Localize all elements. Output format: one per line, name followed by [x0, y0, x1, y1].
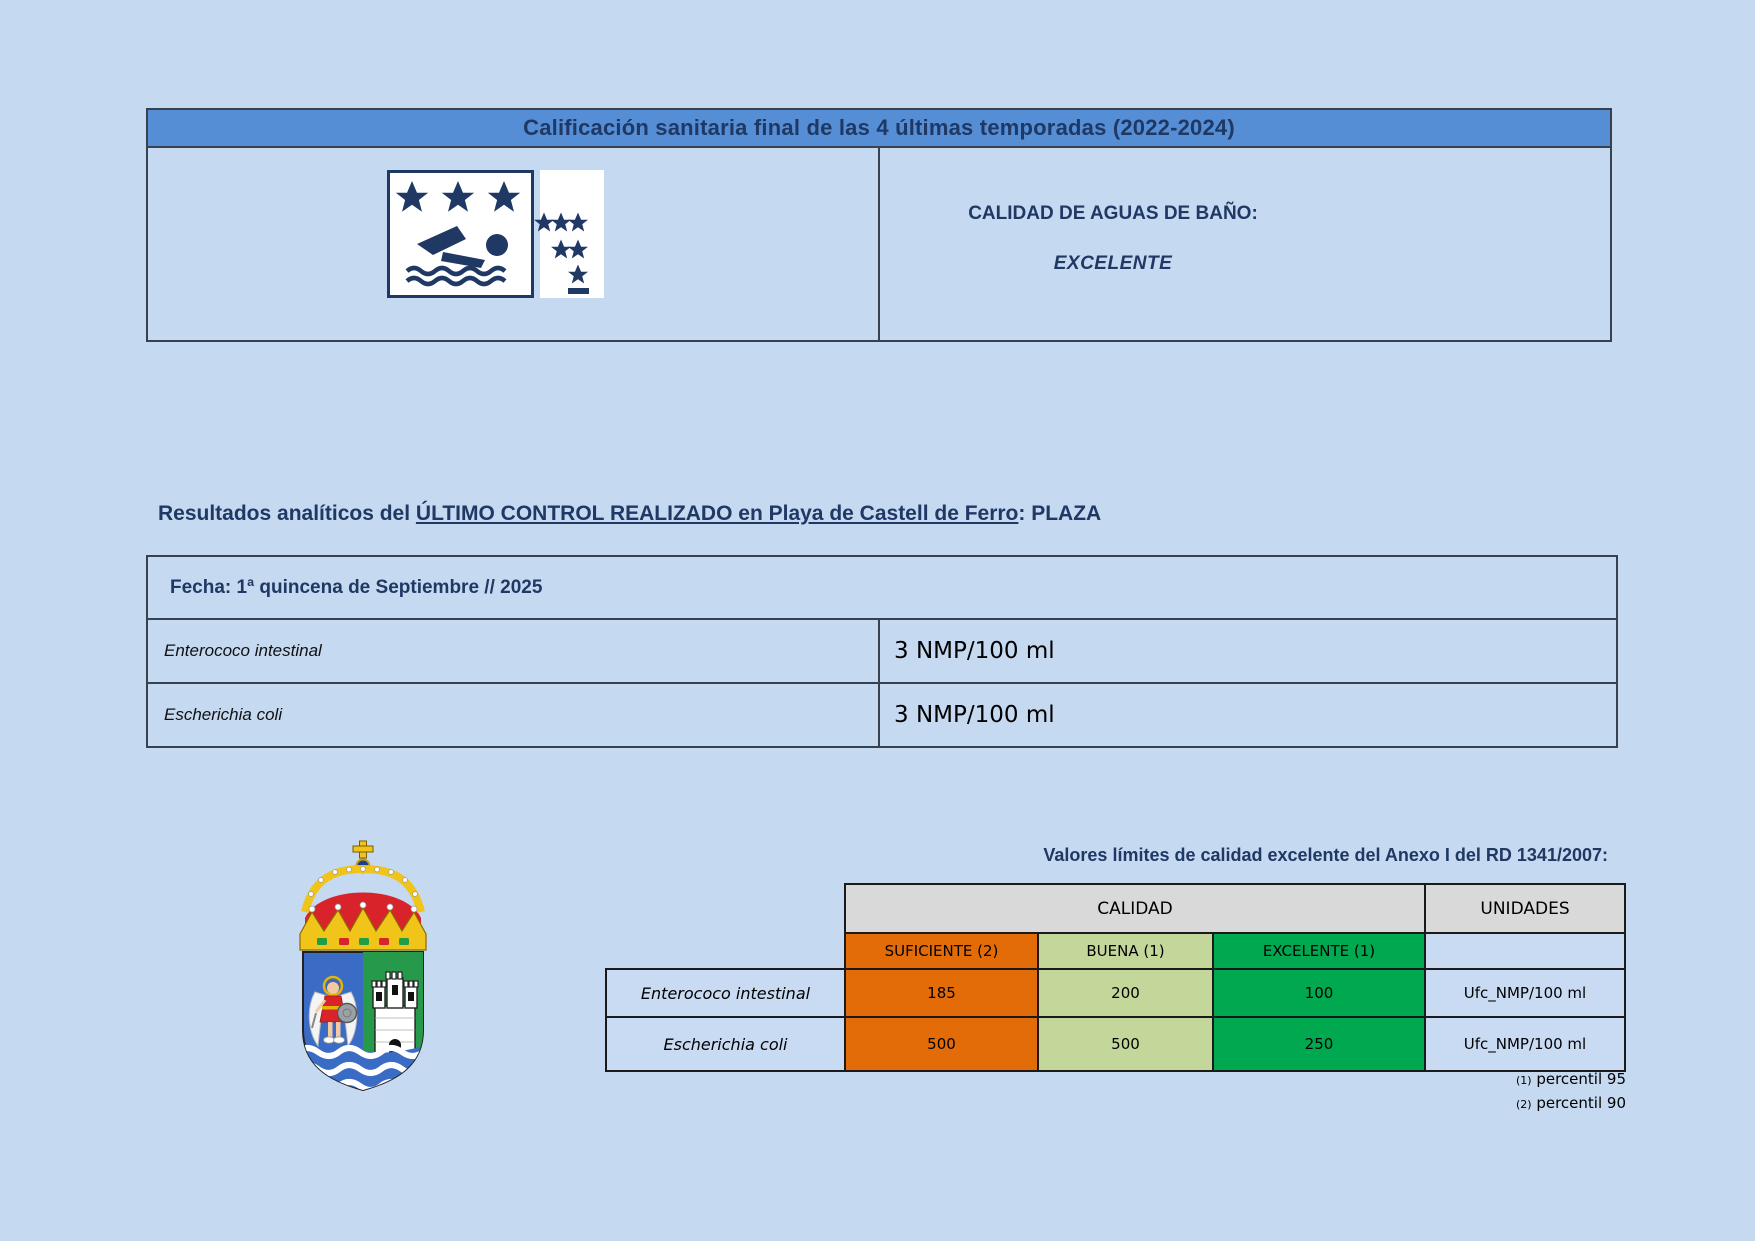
blank-cell: [606, 933, 845, 969]
limit-value: 250: [1213, 1017, 1425, 1071]
limit-value: 500: [1038, 1017, 1213, 1071]
control-date-row: Fecha: 1ª quincena de Septiembre // 2025: [170, 576, 543, 598]
table-row: [606, 969, 1625, 1017]
footnotes: [1516, 1068, 1626, 1116]
last-control-results-table: [146, 555, 1618, 748]
table-row: [606, 1017, 1625, 1071]
results-heading: Resultados analíticos del ÚLTIMO CONTROL REALIZADO en Playa de Castell de Ferro: PLAZA: [158, 502, 1102, 525]
star-rating-legend-icon: [534, 170, 604, 298]
level-buena: BUENA (1): [1038, 933, 1213, 969]
three-stars-swimmer-badge-icon: [387, 170, 607, 298]
water-quality-label: CALIDAD DE AGUAS DE BAÑO:: [968, 203, 1258, 224]
parameter-value: 3 NMP/100 ml: [894, 638, 1055, 664]
table-row: [148, 618, 1616, 682]
level-excelente: EXCELENTE (1): [1213, 933, 1425, 969]
sanitary-rating-body: [146, 148, 1612, 342]
parameter-name: Escherichia coli: [148, 684, 880, 746]
limit-value: 185: [845, 969, 1038, 1017]
water-quality-value: EXCELENTE: [1053, 253, 1173, 274]
footnote-2: (2) percentil 90: [1515, 1094, 1626, 1112]
sanitary-rating-table: [146, 108, 1612, 342]
results-heading-underlined: ÚLTIMO CONTROL REALIZADO en Playa de Castell de Ferro: [415, 502, 1019, 525]
level-suficiente: SUFICIENTE (2): [845, 933, 1038, 969]
limits-heading: Valores límites de calidad excelente del Anexo I del RD 1341/2007:: [1043, 845, 1608, 865]
unidades-header: UNIDADES: [1425, 884, 1625, 933]
water-quality-cell: [880, 148, 1610, 340]
calidad-header: CALIDAD: [845, 884, 1425, 933]
parameter-name: Enterococo intestinal: [148, 620, 880, 682]
sanitary-rating-title: Calificación sanitaria final de las 4 últimas temporadas (2022-2024): [146, 108, 1612, 148]
municipal-coat-of-arms: [283, 840, 443, 1092]
crown: [300, 841, 426, 950]
empty-units-cell: [1425, 933, 1625, 969]
parameter-name: Enterococo intestinal: [606, 969, 845, 1017]
table-row: [606, 884, 1625, 933]
limit-value: 100: [1213, 969, 1425, 1017]
parameter-value: 3 NMP/100 ml: [894, 702, 1055, 728]
shield: [297, 952, 443, 1092]
table-row: [606, 933, 1625, 969]
blank-cell: [606, 884, 845, 933]
limit-values-table: [605, 883, 1626, 1072]
parameter-name: Escherichia coli: [606, 1017, 845, 1071]
table-row: [148, 682, 1616, 746]
limit-value: 200: [1038, 969, 1213, 1017]
footnote-1: (1) percentil 95: [1515, 1070, 1626, 1088]
limit-value: 500: [845, 1017, 1038, 1071]
units-value: Ufc_NMP/100 ml: [1425, 969, 1625, 1017]
units-value: Ufc_NMP/100 ml: [1425, 1017, 1625, 1071]
rating-badge-cell: [148, 148, 880, 340]
castle-icon: [372, 972, 418, 1058]
